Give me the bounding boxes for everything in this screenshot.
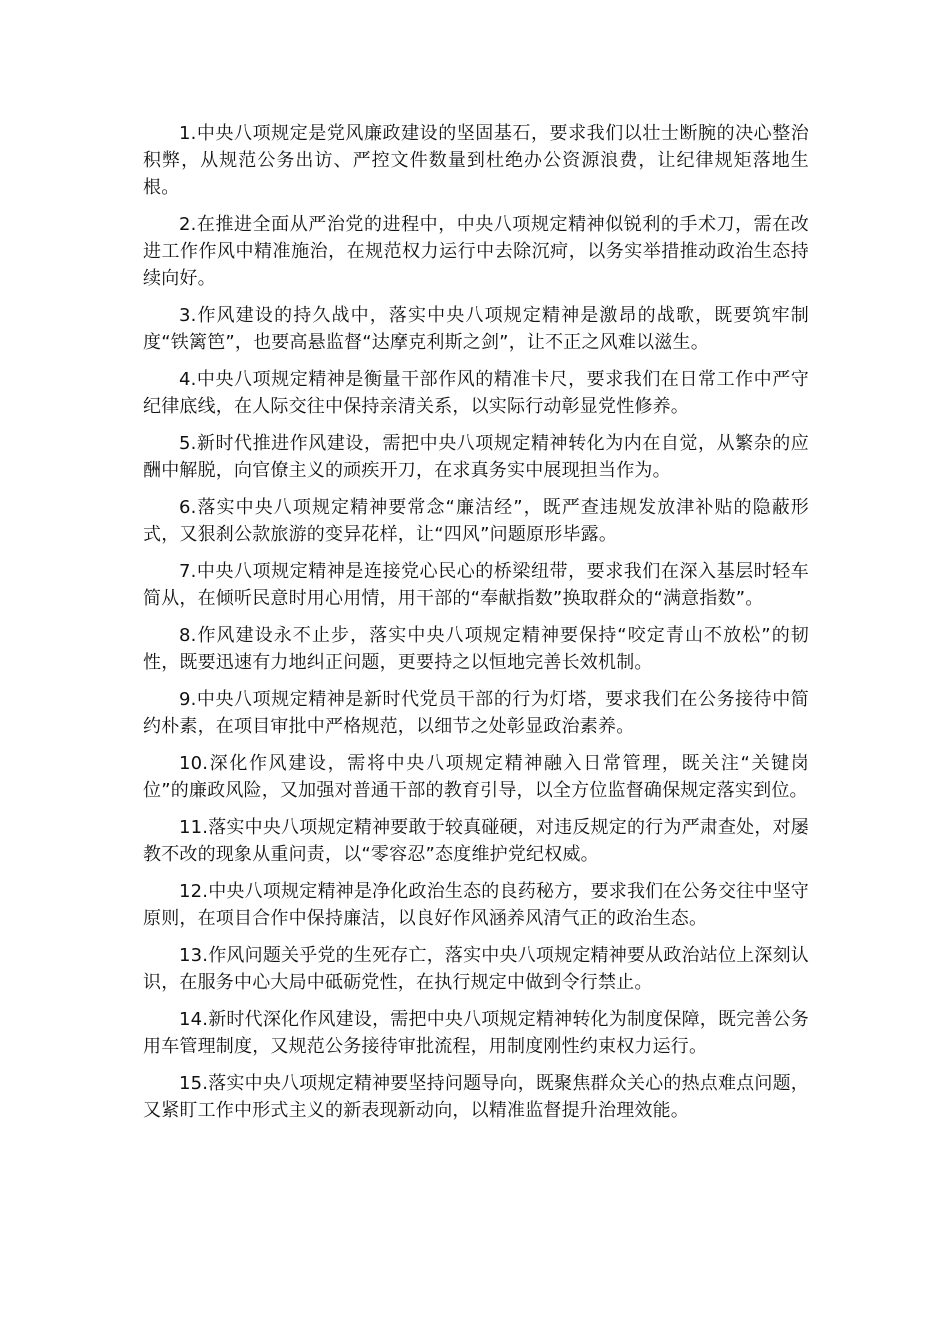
paragraph-4: 4.中央八项规定精神是衡量干部作风的精准卡尺，要求我们在日常工作中严守纪律底线，在人际交往中保持亲清关系，以实际行动彰显党性修养。 <box>143 369 809 417</box>
paragraph-8: 8.作风建设永不止步，落实中央八项规定精神要保持“咬定青山不放松”的韧性，既要迅速有力地纠正问题，更要持之以恒地完善长效机制。 <box>143 625 809 673</box>
paragraph-11: 11.落实中央八项规定精神要敢于较真碰硬，对违反规定的行为严肃查处，对屡教不改的现象从重问责，以“零容忍”态度维护党纪权威。 <box>143 817 809 865</box>
paragraph-9: 9.中央八项规定精神是新时代党员干部的行为灯塔，要求我们在公务接待中简约朴素，在项目审批中严格规范，以细节之处彰显政治素养。 <box>143 689 809 737</box>
paragraph-12: 12.中央八项规定精神是净化政治生态的良药秘方，要求我们在公务交往中坚守原则，在项目合作中保持廉洁，以良好作风涵养风清气正的政治生态。 <box>143 881 809 929</box>
paragraph-15: 15.落实中央八项规定精神要坚持问题导向，既聚焦群众关心的热点难点问题，又紧盯工作中形式主义的新表现新动向，以精准监督提升治理效能。 <box>143 1073 809 1121</box>
paragraph-3: 3.作风建设的持久战中，落实中央八项规定精神是激昂的战歌，既要筑牢制度“铁篱笆”，也要高悬监督“达摩克利斯之剑”，让不正之风难以滋生。 <box>143 305 809 353</box>
paragraph-10: 10.深化作风建设，需将中央八项规定精神融入日常管理，既关注“关键岗位”的廉政风险，又加强对普通干部的教育引导，以全方位监督确保规定落实到位。 <box>143 753 809 801</box>
paragraph-13: 13.作风问题关乎党的生死存亡，落实中央八项规定精神要从政治站位上深刻认识，在服务中心大局中砥砺党性，在执行规定中做到令行禁止。 <box>143 945 809 993</box>
paragraph-6: 6.落实中央八项规定精神要常念“廉洁经”，既严查违规发放津补贴的隐蔽形式，又狠刹公款旅游的变异花样，让“四风”问题原形毕露。 <box>143 497 809 545</box>
paragraph-5: 5.新时代推进作风建设，需把中央八项规定精神转化为内在自觉，从繁杂的应酬中解脱，向官僚主义的顽疾开刀，在求真务实中展现担当作为。 <box>143 433 809 481</box>
paragraph-14: 14.新时代深化作风建设，需把中央八项规定精神转化为制度保障，既完善公务用车管理制度，又规范公务接待审批流程，用制度刚性约束权力运行。 <box>143 1009 809 1057</box>
paragraph-2: 2.在推进全面从严治党的进程中，中央八项规定精神似锐利的手术刀，需在改进工作作风中精准施治，在规范权力运行中去除沉疴，以务实举措推动政治生态持续向好。 <box>143 214 809 289</box>
paragraph-7: 7.中央八项规定精神是连接党心民心的桥梁纽带，要求我们在深入基层时轻车简从，在倾听民意时用心用情，用干部的“奉献指数”换取群众的“满意指数”。 <box>143 561 809 609</box>
document-body <box>143 120 809 1134</box>
paragraph-1: 1.中央八项规定是党风廉政建设的坚固基石，要求我们以壮士断腕的决心整治积弊，从规范公务出访、严控文件数量到杜绝办公资源浪费，让纪律规矩落地生根。 <box>143 123 809 198</box>
